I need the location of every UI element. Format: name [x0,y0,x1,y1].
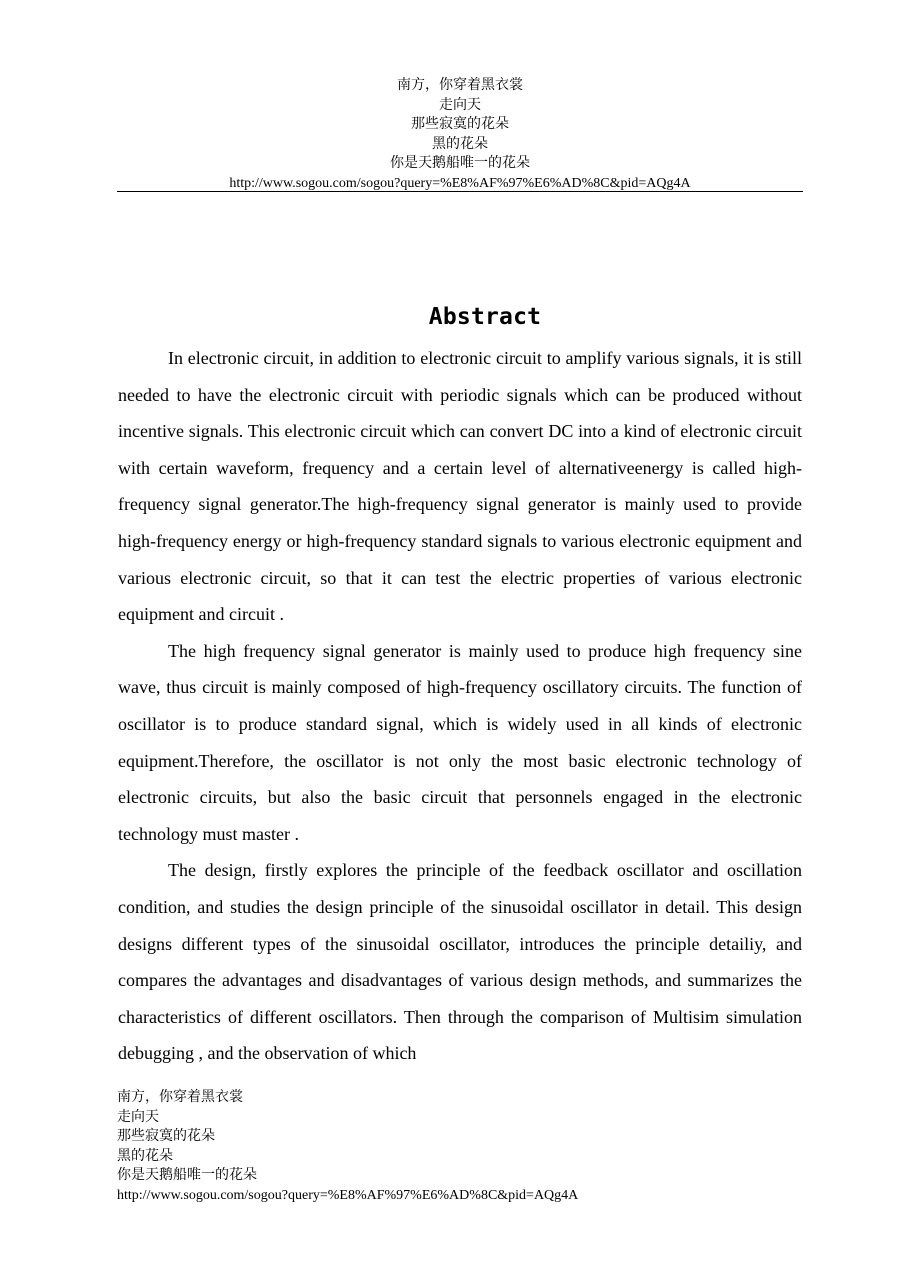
header-line: 走向天 [439,97,481,113]
footer-line: 走向天 [117,1109,159,1125]
body-paragraph: The high frequency signal generator is mainly used to produce high frequency sine wave, thus circuit is mainly composed of high-frequency oscillatory circuits. The function of oscillator is to produce standard signal, which is widely used in all kinds of electronic equipment.Therefore, the oscillator is not only the most basic electronic technology of electronic circuits, but also the basic circuit that personnels engaged in the electronic technology must master . [118,640,802,844]
header-line: 你是天鹅船唯一的花朵 [390,156,530,171]
document-title: Abstract [428,304,542,330]
footer-url: http://www.sogou.com/sogou?query=%E8%AF%97%E6%AD%8C&pid=AQg4A [117,1187,579,1203]
footer-line: 你是天鹅船唯一的花朵 [117,1168,257,1183]
footer-line: 那些寂寞的花朵 [117,1129,215,1144]
header-url: http://www.sogou.com/sogou?query=%E8%AF%97%E6%AD%8C&pid=AQg4A [229,175,691,191]
page-footer [117,1088,803,1205]
header-line: 那些寂寞的花朵 [411,117,509,132]
body-paragraph: The design, firstly explores the principle of the feedback oscillator and oscillation condition, and studies the design principle of the sinusoidal oscillator in detail. This design designs different types of the sinusoidal oscillator, introduces the principle detailiy, and compares the advantages and disadvantages of various design methods, and summarizes the characteristics of different oscillators. Then through the comparison of Multisim simulation debugging , and the observation of which [118,860,802,1064]
body-paragraph: In electronic circuit, in addition to electronic circuit to amplify various signals, it is still needed to have the electronic circuit with periodic signals which can be produced without incentive signals. This electronic circuit which can convert DC into a kind of electronic circuit with certain waveform, frequency and a certain level of alternativeenergy is called high-frequency signal generator.The high-frequency signal generator is mainly used to provide high-frequency energy or high-frequency standard signals to various electronic equipment and various electronic circuit, so that it can test the electric properties of various electronic equipment and circuit . [118,348,802,625]
footer-line: 南方，你穿着黑衣裳 [117,1090,243,1105]
header-divider [117,191,803,192]
page-header [117,76,803,193]
footer-line: 黑的花朵 [117,1148,173,1164]
header-line: 黑的花朵 [432,136,488,152]
header-line: 南方，你穿着黑衣裳 [397,78,523,93]
document-body [118,340,802,1072]
